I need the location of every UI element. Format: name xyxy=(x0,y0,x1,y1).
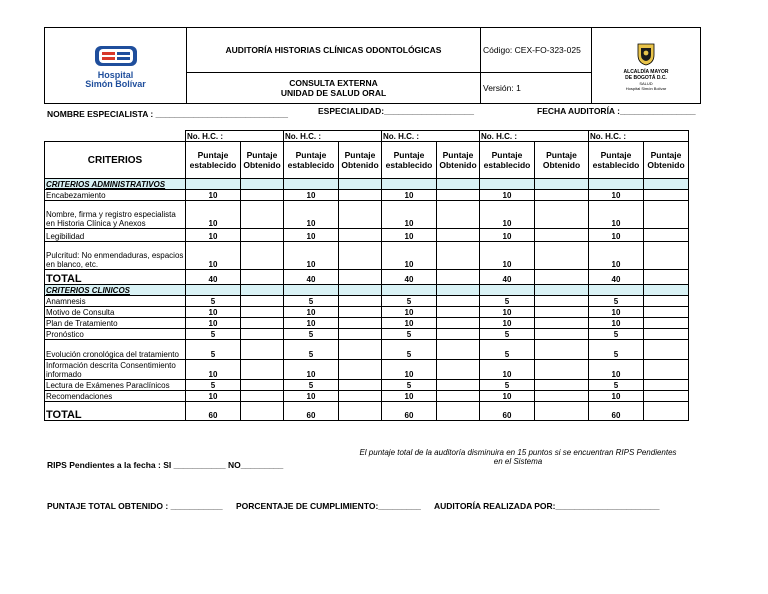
puntaje-obtenido-cell[interactable] xyxy=(339,307,382,318)
rips-note xyxy=(340,448,696,466)
document-subtitle xyxy=(187,73,481,104)
criteria-label: Legibilidad xyxy=(45,229,186,242)
puntaje-establecido-cell: 10 xyxy=(284,391,339,402)
hospital-name-line2: Simón Bolívar xyxy=(85,78,146,89)
puntaje-establecido-cell: 10 xyxy=(186,190,241,201)
puntaje-obtenido-cell[interactable] xyxy=(644,229,689,242)
porcentaje-cumplimiento-field[interactable]: PORCENTAJE DE CUMPLIMIENTO:_________ xyxy=(236,501,421,511)
puntaje-obtenido-cell[interactable] xyxy=(339,380,382,391)
document-header xyxy=(44,27,701,104)
criteria-row xyxy=(45,307,689,318)
hc-field[interactable]: No. H.C. : xyxy=(284,131,382,142)
puntaje-obtenido-cell[interactable] xyxy=(241,229,284,242)
total-row xyxy=(45,402,689,421)
puntaje-establecido-cell: 10 xyxy=(186,307,241,318)
rips-note-line1: El puntaje total de la auditoría disminuira en 15 puntos si se encuentran RIPS Pendientes xyxy=(359,448,677,457)
puntaje-obtenido-cell[interactable] xyxy=(535,296,589,307)
criteria-label: Pronóstico xyxy=(45,329,186,340)
puntaje-obtenido-cell[interactable] xyxy=(535,391,589,402)
puntaje-establecido-cell: 10 xyxy=(284,229,339,242)
criteria-row xyxy=(45,340,689,360)
puntaje-establecido-cell: 10 xyxy=(480,190,535,201)
puntaje-obtenido-cell[interactable] xyxy=(535,242,589,270)
puntaje-obtenido-cell[interactable] xyxy=(339,318,382,329)
alcaldia-line4: Hospital Simón Bolívar xyxy=(625,85,667,91)
puntaje-establecido-cell: 10 xyxy=(284,201,339,229)
criteria-row xyxy=(45,329,689,340)
puntaje-obtenido-cell[interactable] xyxy=(437,242,480,270)
puntaje-obtenido-cell[interactable] xyxy=(644,190,689,201)
puntaje-obtenido-cell[interactable] xyxy=(437,402,480,421)
alcaldia-line2: DE BOGOTÁ D.C. xyxy=(625,74,667,81)
hospital-logo-icon xyxy=(93,43,139,69)
document-title: AUDITORÍA HISTORIAS CLÍNICAS ODONTOLÓGICAS xyxy=(187,28,481,73)
criteria-label: Motivo de Consulta xyxy=(45,307,186,318)
audit-criteria-table xyxy=(44,130,689,421)
puntaje-establecido-cell: 10 xyxy=(382,229,437,242)
puntaje-establecido-cell: 40 xyxy=(186,270,241,285)
puntaje-establecido-cell: 5 xyxy=(480,340,535,360)
criteria-row xyxy=(45,229,689,242)
puntaje-establecido-cell: 10 xyxy=(382,242,437,270)
puntaje-establecido-cell: 40 xyxy=(382,270,437,285)
total-row xyxy=(45,270,689,285)
puntaje-obtenido-cell[interactable] xyxy=(644,340,689,360)
puntaje-establecido-cell: 5 xyxy=(284,340,339,360)
criteria-label: Recomendaciones xyxy=(45,391,186,402)
criteria-row xyxy=(45,391,689,402)
puntaje-obtenido-cell[interactable] xyxy=(437,270,480,285)
alcaldia-line3: SALUD xyxy=(639,80,653,86)
puntaje-establecido-cell: 10 xyxy=(284,360,339,380)
puntaje-establecido-cell: 10 xyxy=(284,307,339,318)
puntaje-obtenido-cell[interactable] xyxy=(241,391,284,402)
puntaje-establecido-cell: 5 xyxy=(382,296,437,307)
puntaje-obtenido-cell[interactable] xyxy=(339,329,382,340)
document-version: Versión: 1 xyxy=(481,73,592,104)
puntaje-total-field[interactable]: PUNTAJE TOTAL OBTENIDO : ___________ xyxy=(47,501,223,511)
puntaje-establecido-header: Puntaje establecido xyxy=(589,142,644,179)
puntaje-obtenido-cell[interactable] xyxy=(437,307,480,318)
puntaje-establecido-cell: 60 xyxy=(186,402,241,421)
puntaje-obtenido-cell[interactable] xyxy=(437,201,480,229)
puntaje-obtenido-cell[interactable] xyxy=(535,229,589,242)
subtitle-line2: UNIDAD DE SALUD ORAL xyxy=(280,88,387,98)
hc-field[interactable]: No. H.C. : xyxy=(186,131,284,142)
hospital-logo-cell xyxy=(45,28,187,104)
section-header-row xyxy=(45,179,689,190)
criteria-row xyxy=(45,190,689,201)
puntaje-establecido-cell: 10 xyxy=(284,190,339,201)
puntaje-establecido-cell: 5 xyxy=(480,296,535,307)
criteria-label: Pulcritud: No enmendaduras, espacios en blanco, etc. xyxy=(45,242,186,270)
alcaldia-logo-cell xyxy=(592,28,701,104)
puntaje-obtenido-cell[interactable] xyxy=(437,190,480,201)
puntaje-obtenido-cell[interactable] xyxy=(644,270,689,285)
puntaje-obtenido-cell[interactable] xyxy=(535,340,589,360)
especialidad-field[interactable]: ESPECIALIDAD:___________________ xyxy=(318,106,474,116)
puntaje-establecido-cell: 60 xyxy=(480,402,535,421)
coat-of-arms-icon xyxy=(635,41,657,67)
puntaje-obtenido-cell[interactable] xyxy=(535,270,589,285)
puntaje-obtenido-cell[interactable] xyxy=(241,190,284,201)
admin-criteria-section xyxy=(45,179,689,285)
puntaje-establecido-cell: 10 xyxy=(284,242,339,270)
auditoria-realizada-field[interactable]: AUDITORÍA REALIZADA POR:______________________ xyxy=(434,501,660,511)
puntaje-establecido-cell: 5 xyxy=(589,329,644,340)
criteria-row xyxy=(45,360,689,380)
criteria-row xyxy=(45,242,689,270)
puntaje-obtenido-cell[interactable] xyxy=(437,329,480,340)
puntaje-obtenido-cell[interactable] xyxy=(339,340,382,360)
puntaje-establecido-cell: 10 xyxy=(186,360,241,380)
criteria-row xyxy=(45,380,689,391)
puntaje-obtenido-cell[interactable] xyxy=(535,360,589,380)
puntaje-establecido-cell: 5 xyxy=(589,296,644,307)
puntaje-establecido-cell: 5 xyxy=(284,329,339,340)
puntaje-establecido-cell: 10 xyxy=(589,190,644,201)
puntaje-obtenido-cell[interactable] xyxy=(535,318,589,329)
puntaje-obtenido-cell[interactable] xyxy=(644,402,689,421)
fecha-auditoria-field[interactable]: FECHA AUDITORÍA :________________ xyxy=(537,106,696,116)
hc-field[interactable]: No. H.C. : xyxy=(480,131,589,142)
puntaje-obtenido-cell[interactable] xyxy=(241,340,284,360)
subtitle-line1: CONSULTA EXTERNA xyxy=(289,78,378,88)
puntaje-establecido-cell: 5 xyxy=(382,340,437,360)
puntaje-establecido-cell: 5 xyxy=(284,380,339,391)
column-header-row xyxy=(45,142,689,179)
puntaje-establecido-cell: 10 xyxy=(382,318,437,329)
puntaje-establecido-header: Puntaje establecido xyxy=(480,142,535,179)
puntaje-obtenido-cell[interactable] xyxy=(437,380,480,391)
puntaje-obtenido-header: Puntaje Obtenido xyxy=(644,142,689,179)
criteria-label: Lectura de Exámenes Paraclínicos xyxy=(45,380,186,391)
puntaje-establecido-header: Puntaje establecido xyxy=(186,142,241,179)
puntaje-obtenido-cell[interactable] xyxy=(339,270,382,285)
puntaje-establecido-cell: 5 xyxy=(382,329,437,340)
clinical-criteria-section xyxy=(45,285,689,421)
puntaje-establecido-cell: 10 xyxy=(589,229,644,242)
puntaje-establecido-cell: 10 xyxy=(382,360,437,380)
hc-field[interactable]: No. H.C. : xyxy=(589,131,689,142)
puntaje-establecido-cell: 10 xyxy=(382,201,437,229)
puntaje-obtenido-cell[interactable] xyxy=(644,360,689,380)
puntaje-obtenido-header: Puntaje Obtenido xyxy=(535,142,589,179)
section-title: CRITERIOS ADMINISTRATIVOS xyxy=(45,179,186,190)
puntaje-obtenido-cell[interactable] xyxy=(339,190,382,201)
puntaje-obtenido-cell[interactable] xyxy=(437,360,480,380)
puntaje-obtenido-cell[interactable] xyxy=(241,329,284,340)
puntaje-establecido-cell: 10 xyxy=(480,360,535,380)
puntaje-obtenido-cell[interactable] xyxy=(437,391,480,402)
puntaje-establecido-cell: 5 xyxy=(382,380,437,391)
puntaje-establecido-cell: 10 xyxy=(480,307,535,318)
puntaje-obtenido-cell[interactable] xyxy=(241,270,284,285)
puntaje-establecido-cell: 5 xyxy=(480,329,535,340)
puntaje-obtenido-cell[interactable] xyxy=(644,318,689,329)
puntaje-establecido-cell: 10 xyxy=(186,242,241,270)
puntaje-obtenido-cell[interactable] xyxy=(535,329,589,340)
document-code: Código: CEX-FO-323-025 xyxy=(481,28,592,73)
puntaje-obtenido-cell[interactable] xyxy=(535,402,589,421)
puntaje-establecido-cell: 5 xyxy=(186,340,241,360)
puntaje-obtenido-cell[interactable] xyxy=(241,201,284,229)
criteria-label: Nombre, firma y registro especialista en Historia Clínica y Anexos xyxy=(45,201,186,229)
puntaje-establecido-header: Puntaje establecido xyxy=(284,142,339,179)
puntaje-establecido-cell: 10 xyxy=(186,391,241,402)
alcaldia-line1: ALCALDÍA MAYOR xyxy=(623,68,669,75)
total-label: TOTAL xyxy=(45,402,186,421)
puntaje-establecido-cell: 5 xyxy=(480,380,535,391)
puntaje-establecido-cell: 10 xyxy=(186,201,241,229)
puntaje-establecido-cell: 10 xyxy=(589,391,644,402)
puntaje-obtenido-cell[interactable] xyxy=(241,296,284,307)
puntaje-establecido-cell: 10 xyxy=(284,318,339,329)
puntaje-establecido-cell: 10 xyxy=(480,318,535,329)
puntaje-obtenido-cell[interactable] xyxy=(644,296,689,307)
criteria-label: Anamnesis xyxy=(45,296,186,307)
puntaje-obtenido-cell[interactable] xyxy=(339,360,382,380)
puntaje-establecido-cell: 40 xyxy=(589,270,644,285)
puntaje-obtenido-cell[interactable] xyxy=(339,296,382,307)
puntaje-obtenido-cell[interactable] xyxy=(535,307,589,318)
especialista-field[interactable]: NOMBRE ESPECIALISTA : ____________________________ xyxy=(47,109,288,119)
puntaje-establecido-cell: 10 xyxy=(589,201,644,229)
puntaje-establecido-cell: 10 xyxy=(480,242,535,270)
puntaje-establecido-cell: 5 xyxy=(284,296,339,307)
puntaje-establecido-cell: 10 xyxy=(589,242,644,270)
puntaje-obtenido-cell[interactable] xyxy=(437,229,480,242)
puntaje-obtenido-cell[interactable] xyxy=(339,391,382,402)
puntaje-obtenido-cell[interactable] xyxy=(535,380,589,391)
puntaje-establecido-cell: 40 xyxy=(480,270,535,285)
puntaje-obtenido-header: Puntaje Obtenido xyxy=(241,142,284,179)
hospital-name-line1: Hospital xyxy=(97,69,134,80)
puntaje-establecido-cell: 10 xyxy=(589,360,644,380)
puntaje-establecido-cell: 5 xyxy=(589,340,644,360)
puntaje-establecido-cell: 60 xyxy=(284,402,339,421)
puntaje-establecido-cell: 60 xyxy=(382,402,437,421)
puntaje-establecido-cell: 10 xyxy=(186,318,241,329)
criterios-header: CRITERIOS xyxy=(45,142,186,179)
section-header-row xyxy=(45,285,689,296)
puntaje-obtenido-cell[interactable] xyxy=(339,402,382,421)
puntaje-obtenido-cell[interactable] xyxy=(241,242,284,270)
hc-row xyxy=(45,131,689,142)
puntaje-obtenido-cell[interactable] xyxy=(644,201,689,229)
section-title: CRITERIOS CLINICOS xyxy=(45,285,186,296)
puntaje-establecido-cell: 5 xyxy=(186,296,241,307)
puntaje-obtenido-header: Puntaje Obtenido xyxy=(339,142,382,179)
puntaje-obtenido-cell[interactable] xyxy=(644,307,689,318)
puntaje-obtenido-cell[interactable] xyxy=(644,391,689,402)
rips-note-line2: en el Sistema xyxy=(493,457,543,466)
puntaje-obtenido-cell[interactable] xyxy=(241,307,284,318)
criteria-row xyxy=(45,318,689,329)
puntaje-obtenido-cell[interactable] xyxy=(241,360,284,380)
puntaje-obtenido-header: Puntaje Obtenido xyxy=(437,142,480,179)
puntaje-establecido-cell: 10 xyxy=(480,229,535,242)
puntaje-establecido-cell: 5 xyxy=(589,380,644,391)
criteria-label: Información descrita Consentimiento informado xyxy=(45,360,186,380)
puntaje-establecido-cell: 5 xyxy=(186,329,241,340)
puntaje-obtenido-cell[interactable] xyxy=(535,190,589,201)
puntaje-obtenido-cell[interactable] xyxy=(339,242,382,270)
hc-field[interactable]: No. H.C. : xyxy=(382,131,480,142)
criteria-label: Plan de Tratamiento xyxy=(45,318,186,329)
criteria-row xyxy=(45,201,689,229)
puntaje-establecido-cell: 10 xyxy=(589,318,644,329)
puntaje-obtenido-cell[interactable] xyxy=(241,318,284,329)
puntaje-obtenido-cell[interactable] xyxy=(339,201,382,229)
puntaje-obtenido-cell[interactable] xyxy=(241,380,284,391)
puntaje-establecido-cell: 10 xyxy=(480,201,535,229)
puntaje-establecido-cell: 10 xyxy=(382,307,437,318)
puntaje-establecido-cell: 5 xyxy=(186,380,241,391)
puntaje-establecido-cell: 10 xyxy=(589,307,644,318)
puntaje-obtenido-cell[interactable] xyxy=(535,201,589,229)
puntaje-establecido-cell: 60 xyxy=(589,402,644,421)
puntaje-establecido-cell: 40 xyxy=(284,270,339,285)
criteria-row xyxy=(45,296,689,307)
puntaje-obtenido-cell[interactable] xyxy=(241,402,284,421)
total-label: TOTAL xyxy=(45,270,186,285)
puntaje-obtenido-cell[interactable] xyxy=(437,340,480,360)
puntaje-establecido-cell: 10 xyxy=(382,391,437,402)
puntaje-obtenido-cell[interactable] xyxy=(339,229,382,242)
puntaje-establecido-cell: 10 xyxy=(382,190,437,201)
puntaje-establecido-header: Puntaje establecido xyxy=(382,142,437,179)
puntaje-establecido-cell: 10 xyxy=(186,229,241,242)
puntaje-obtenido-cell[interactable] xyxy=(437,296,480,307)
puntaje-establecido-cell: 10 xyxy=(480,391,535,402)
puntaje-obtenido-cell[interactable] xyxy=(437,318,480,329)
puntaje-obtenido-cell[interactable] xyxy=(644,380,689,391)
puntaje-obtenido-cell[interactable] xyxy=(644,242,689,270)
puntaje-obtenido-cell[interactable] xyxy=(644,329,689,340)
criteria-label: Encabezamiento xyxy=(45,190,186,201)
criteria-label: Evolución cronológica del tratamiento xyxy=(45,340,186,360)
rips-pendientes-field[interactable]: RIPS Pendientes a la fecha : SI ___________ NO_________ xyxy=(47,460,284,470)
